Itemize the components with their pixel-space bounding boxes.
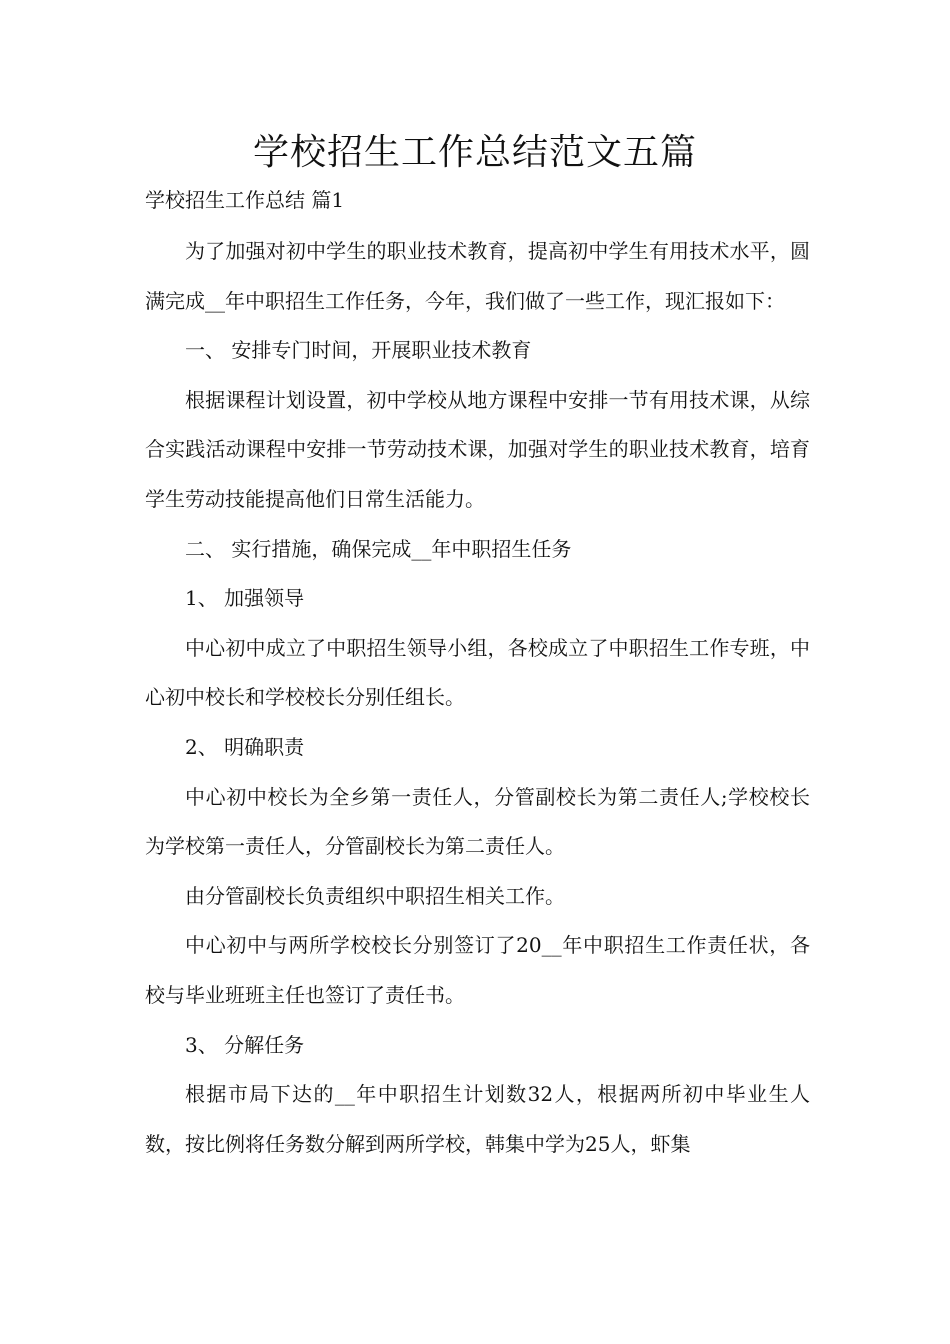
document-body [145,227,810,1169]
section-heading: 一、 安排专门时间，开展职业技术教育 [185,338,532,363]
section-subtitle: 学校招生工作总结 篇1 [145,188,345,212]
subsection-heading: 1、 加强领导 [185,586,305,611]
paragraph: 根据市局下达的__年中职招生计划数32人，根据两所初中毕业生人数，按比例将任务数分解到两所学校，韩集中学为25人，虾集 [145,1082,810,1156]
paragraph: 由分管副校长负责组织中职招生相关工作。 [185,883,565,908]
paragraph: 中心初中成立了中职招生领导小组，各校成立了中职招生工作专班，中心初中校长和学校校长分别任组长。 [145,635,810,710]
document-title: 学校招生工作总结范文五篇 [252,132,697,173]
subsection-heading: 2、 明确职责 [185,734,305,759]
subsection-heading: 3、 分解任务 [185,1032,305,1057]
paragraph: 中心初中与两所学校校长分别签订了20__年中职招生工作责任状，各校与毕业班班主任也签订了责任书。 [145,933,810,1007]
paragraph: 为了加强对初中学生的职业技术教育，提高初中学生有用技术水平，圆满完成__年中职招生工作任务，今年，我们做了一些工作，现汇报如下： [145,239,810,313]
paragraph: 中心初中校长为全乡第一责任人，分管副校长为第二责任人;学校校长为学校第一责任人，分管副校长为第二责任人。 [145,784,810,859]
paragraph: 根据课程计划设置，初中学校从地方课程中安排一节有用技术课，从综合实践活动课程中安排一节劳动技术课，加强对学生的职业技术教育，培育学生劳动技能提高他们日常生活能力。 [145,387,810,511]
section-heading: 二、 实行措施，确保完成__年中职招生任务 [185,536,572,561]
